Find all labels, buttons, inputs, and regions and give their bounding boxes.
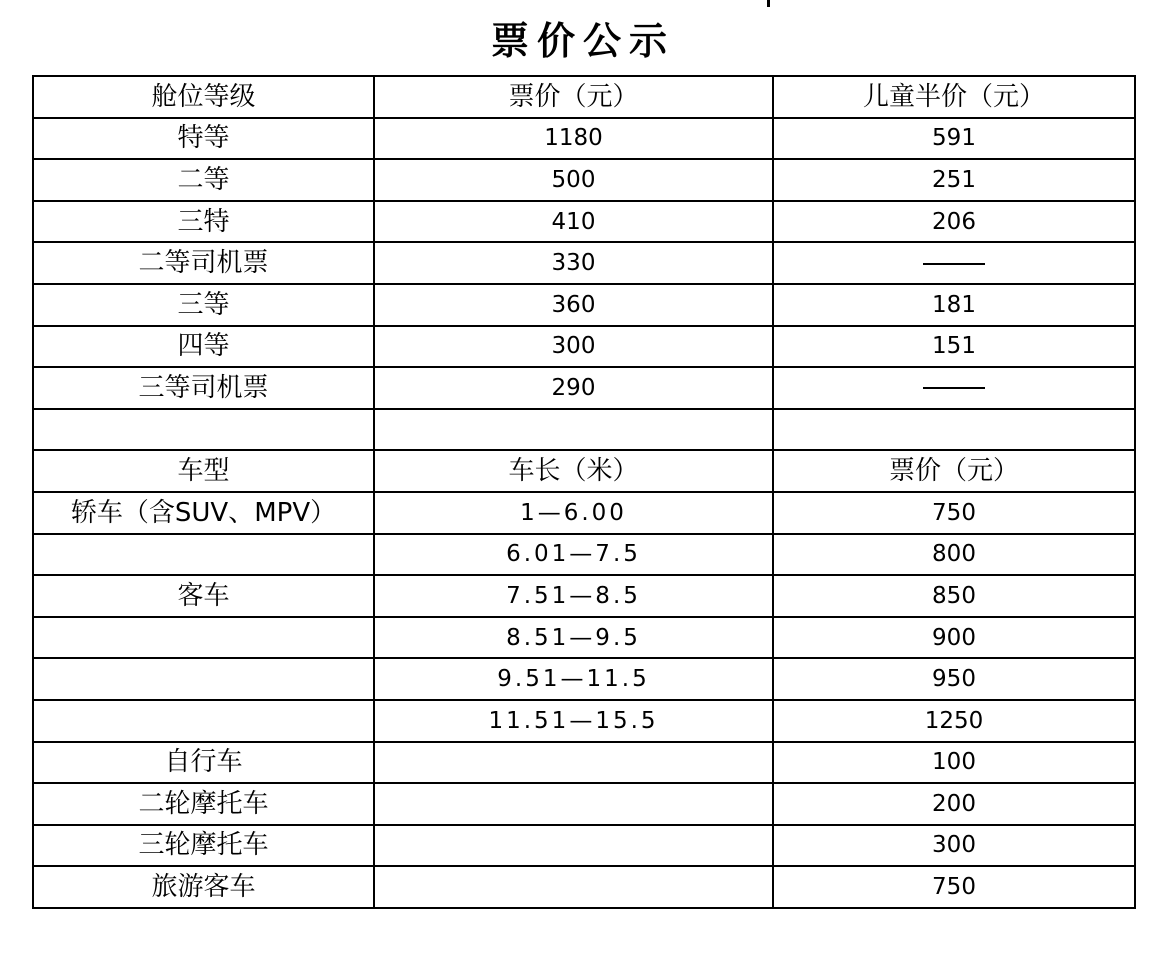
table-row [33,284,1135,326]
vehicle-price-cell: 750 [773,492,1135,534]
table-row [33,492,1135,534]
header-cell: 儿童半价（元） [773,76,1135,118]
header-cell: 车型 [33,450,374,492]
table-row [33,575,1135,617]
vehicle-type-cell [33,700,374,742]
passenger-header-row [33,76,1135,118]
vehicle-type-cell: 自行车 [33,742,374,784]
vehicle-type-cell: 轿车（含SUV、MPV） [33,492,374,534]
table-row [33,326,1135,368]
price-cell: 330 [374,242,773,284]
vehicle-type-cell: 客车 [33,575,374,617]
vehicle-length-cell: 7.51—8.5 [374,575,773,617]
header-cell: 车长（米） [374,450,773,492]
cabin-class-cell: 三等 [33,284,374,326]
vehicle-length-cell: 1—6.00 [374,492,773,534]
cabin-class-cell: 三特 [33,201,374,243]
child-price-cell: 206 [773,201,1135,243]
blank-separator-row [33,409,1135,451]
child-price-cell: 181 [773,284,1135,326]
vehicle-price-cell: 950 [773,658,1135,700]
child-price-cell: 591 [773,118,1135,160]
cabin-class-cell: 二等司机票 [33,242,374,284]
table-row [33,825,1135,867]
vehicle-price-cell: 100 [773,742,1135,784]
vehicle-length-cell [374,742,773,784]
header-cell: 票价（元） [773,450,1135,492]
vehicle-length-cell [374,866,773,908]
vehicle-price-cell: 200 [773,783,1135,825]
price-cell: 360 [374,284,773,326]
table-row [33,201,1135,243]
top-edge-mark [767,0,770,7]
table-row [33,742,1135,784]
vehicle-price-cell: 1250 [773,700,1135,742]
price-cell: 410 [374,201,773,243]
child-price-cell [773,242,1135,284]
price-cell: 1180 [374,118,773,160]
vehicle-type-cell: 旅游客车 [33,866,374,908]
empty-cell [33,409,374,451]
dash-placeholder [923,263,985,265]
vehicle-price-cell: 850 [773,575,1135,617]
vehicle-price-cell: 300 [773,825,1135,867]
table-row [33,617,1135,659]
vehicle-price-cell: 750 [773,866,1135,908]
child-price-cell: 151 [773,326,1135,368]
table-row [33,118,1135,160]
price-cell: 300 [374,326,773,368]
table-row [33,658,1135,700]
vehicle-header-row [33,450,1135,492]
vehicle-length-cell: 6.01—7.5 [374,534,773,576]
header-cell: 票价（元） [374,76,773,118]
vehicle-type-cell [33,617,374,659]
cabin-class-cell: 三等司机票 [33,367,374,409]
cabin-class-cell: 特等 [33,118,374,160]
table-row [33,242,1135,284]
vehicle-length-cell [374,825,773,867]
table-row [33,159,1135,201]
vehicle-price-cell: 900 [773,617,1135,659]
vehicle-length-cell: 11.51—15.5 [374,700,773,742]
child-price-cell: 251 [773,159,1135,201]
table-row [33,783,1135,825]
empty-cell [773,409,1135,451]
vehicle-length-cell [374,783,773,825]
vehicle-type-cell [33,534,374,576]
fare-table [32,75,1136,909]
vehicle-length-cell: 8.51—9.5 [374,617,773,659]
table-row [33,367,1135,409]
cabin-class-cell: 四等 [33,326,374,368]
price-cell: 290 [374,367,773,409]
table-row [33,534,1135,576]
vehicle-type-cell: 三轮摩托车 [33,825,374,867]
vehicle-price-cell: 800 [773,534,1135,576]
empty-cell [374,409,773,451]
dash-placeholder [923,387,985,389]
table-row [33,700,1135,742]
table-row [33,866,1135,908]
vehicle-type-cell [33,658,374,700]
cabin-class-cell: 二等 [33,159,374,201]
header-cell: 舱位等级 [33,76,374,118]
price-cell: 500 [374,159,773,201]
vehicle-length-cell: 9.51—11.5 [374,658,773,700]
page-title: 票价公示 [490,19,675,63]
vehicle-type-cell: 二轮摩托车 [33,783,374,825]
child-price-cell [773,367,1135,409]
